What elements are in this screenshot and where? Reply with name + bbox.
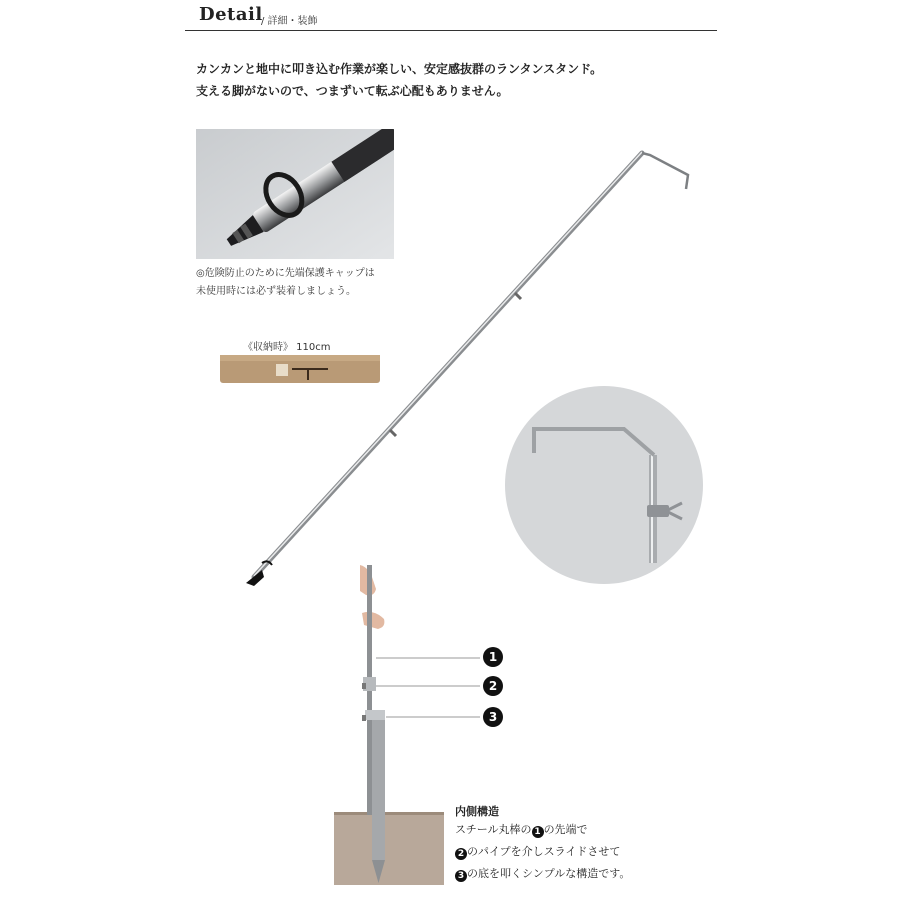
callout-1: 1 [483, 647, 503, 667]
tip-caption-line-1: ◎危険防止のために先端保護キャップは [196, 268, 375, 279]
section-subtitle: / 詳細・装飾 [261, 16, 318, 27]
section-title: Detail [199, 4, 263, 25]
structure-title: 内側構造 [455, 805, 499, 818]
intro-text [196, 58, 602, 102]
intro-line-1: カンカンと地中に叩き込む作業が楽しい、安定感抜群のランタンスタンド。 [196, 62, 603, 76]
hanger-detail-photo [504, 385, 704, 585]
structure-line-2-post: のパイプを介しスライドさせて [467, 845, 621, 858]
tip-caption-line-2: 未使用時には必ず装着しましょう。 [196, 286, 356, 297]
callout-2: 2 [483, 676, 503, 696]
inline-number-1: 1 [532, 826, 544, 838]
structure-line-1-pre: スチール丸棒の [455, 823, 532, 836]
structure-line-3 [455, 865, 630, 882]
structure-line-3-post: の底を叩くシンプルな構造です。 [467, 867, 631, 880]
structure-line-2 [455, 843, 620, 860]
callout-3: 3 [483, 707, 503, 727]
section-header [185, 4, 717, 31]
inline-number-2: 2 [455, 848, 467, 860]
intro-line-2: 支える脚がないので、つまずいて転ぶ心配もありません。 [196, 84, 509, 98]
storage-label: 《収納時》 110cm [243, 342, 331, 353]
structure-line-1 [455, 821, 588, 838]
structure-line-1-post: の先端で [543, 823, 588, 836]
inline-number-3: 3 [455, 870, 467, 882]
